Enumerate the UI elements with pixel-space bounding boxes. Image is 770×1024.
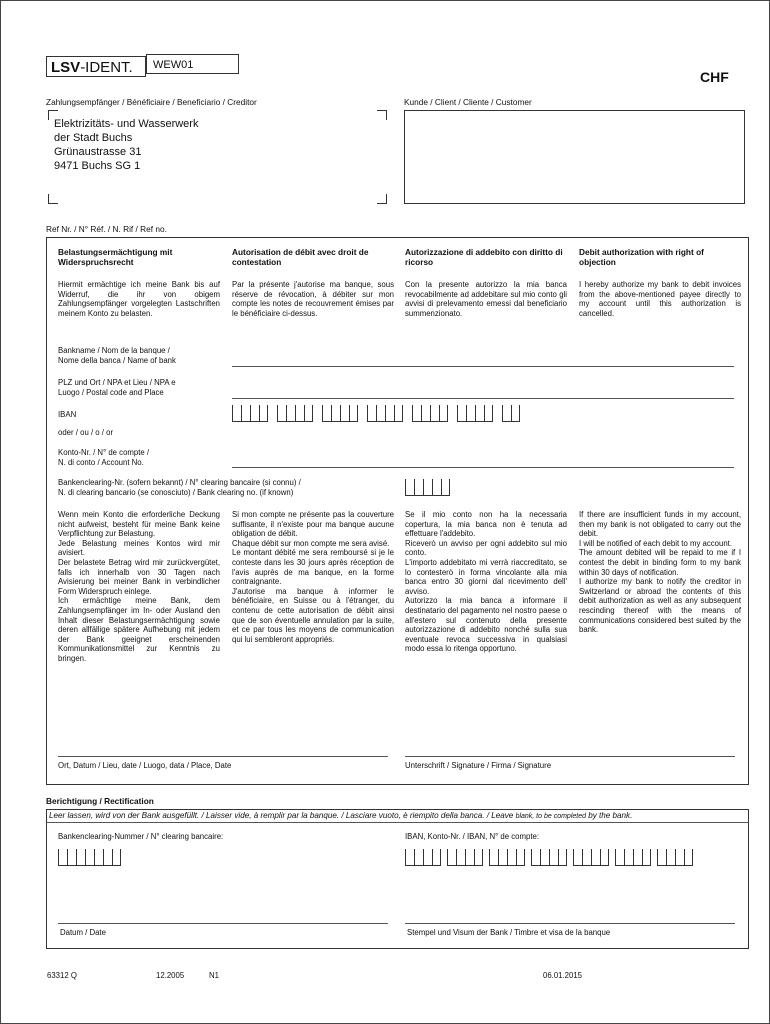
print-date: 06.01.2015	[543, 971, 583, 980]
col-body-de: Hiermit ermächtige ich meine Bank bis auf Widerruf, die ihr von obigem Zahlungsempfänger vorgelegten Lastschriften meinem Konto zu belasten.	[58, 280, 220, 318]
note-de: Wenn mein Konto die erforderliche Deckung nicht aufweist, besteht für meine Bank keine Verpflichtung zur Belastung. Jede Belastung meines Kontos wird mir avisiert. Der belastete Betrag wird mir zurückvergütet, falls ich innerhalb von 30 Tagen nach Avisierung bei meiner Bank in verbindlicher Form Widerspruch einlege. Ich ermächtige meine Bank, dem Zahlungsempfänger im In- oder Ausland den Inhalt dieser Belastungsermächtigung sowie deren allfällige spätere Aufhebung mit jedem der Bank geeignet erscheinenden Kommunikationsmittel zur Kenntnis zu bringen.	[58, 510, 220, 663]
rect-date-line[interactable]	[58, 923, 388, 924]
ref-label: Ref Nr. / N° Réf. / N. Rif / Ref no.	[46, 224, 167, 234]
iban-label: IBAN	[58, 410, 77, 419]
col-title-de: Belastungsermächtigung mit Widerspruchsrecht	[58, 247, 173, 267]
currency-label: CHF	[700, 69, 729, 85]
rect-clearing-label: Bankenclearing-Nummer / N° clearing bancaire:	[58, 832, 224, 841]
bankname-input-line[interactable]	[232, 366, 734, 367]
rect-stamp-line[interactable]	[405, 923, 735, 924]
clearing-boxes[interactable]	[405, 479, 459, 496]
konto-input-line[interactable]	[232, 467, 734, 468]
bankname-label	[58, 346, 176, 365]
clearing-label	[58, 478, 301, 497]
iban-boxes[interactable]	[232, 405, 529, 422]
customer-box[interactable]	[404, 110, 745, 204]
col-body-en: I hereby authorize my bank to debit invoices from the above-mentioned payee directly to my account until this authorization is cancelled.	[579, 280, 741, 318]
signature-line[interactable]	[405, 756, 735, 757]
note-en: If there are insufficient funds in my account, then my bank is not obligated to carry out the debit. I will be notified of each debit to my account. The amount debited will be repaid to me if I contest the debit in binding form to my bank within 30 days of notification. I authorize my bank to notify the creditor in Switzerland or abroad the contents of this debit authorization as well as any subsequent rescinding thereof with the means of communications considered best suited by the bank.	[579, 510, 741, 635]
rectification-note	[49, 811, 632, 820]
rect-iban-label: IBAN, Konto-Nr. / IBAN, N° de compte:	[405, 832, 539, 841]
form-n1: N1	[209, 971, 219, 980]
rectification-title: Berichtigung / Rectification	[46, 796, 154, 806]
corner-mark	[48, 194, 58, 204]
rectification-divider	[46, 822, 749, 823]
ident-code: WEW01	[146, 54, 239, 74]
note-it: Se il mio conto non ha la necessaria copertura, la mia banca non è tenuta ad effettuare l'addebito. Riceverò un avviso per ogni addebito sul mio conto. L'importo addebitato mi verrà riaccreditato, se lo contesterò in forma vincolante alla mia banca entro 30 giorni dal ricevimento dell' avviso. Autorizzo la mia banca a informare il destinatario del pagamento nel nostro paese o all'estero sul contenuto della presente autorizzazione di addebito nonché sulla sua eventuale revoca successiva in qualsiasi modo essa lo ritenga opportuno.	[405, 510, 567, 654]
konto-label	[58, 448, 149, 467]
rectification-note-small: blank, to be completed	[515, 813, 586, 820]
col-body-fr: Par la présente j'autorise ma banque, sous réserve de révocation, à débiter sur mon compte les notes de recouvrement émises par le bénéficiaire ci-dessus.	[232, 280, 394, 318]
customer-label: Kunde / Client / Cliente / Customer	[404, 97, 532, 107]
creditor-line: 9471 Buchs SG 1	[54, 160, 141, 172]
creditor-line: Grünaustrasse 31	[54, 146, 142, 158]
form-version: 12.2005	[156, 971, 185, 980]
place-date-label: Ort, Datum / Lieu, date / Luogo, data / Place, Date	[58, 761, 232, 770]
form-number: 63312 Q	[47, 971, 77, 980]
rect-stamp-label: Stempel und Visum der Bank / Timbre et visa de la banque	[407, 928, 611, 937]
bankname-line: Nome della banca / Name of bank	[58, 355, 176, 365]
creditor-line: Elektrizitäts- und Wasserwerk	[54, 118, 199, 130]
rectification-box	[46, 809, 749, 949]
rectification-note-main: Leer lassen, wird von der Bank ausgefüllt. / Laisser vide, à remplir par la banque. / Lasciare vuoto, è riempito della banca. / Leave	[49, 811, 516, 820]
note-fr: Si mon compte ne présente pas la couverture suffisante, il n'existe pour ma banque aucune obligation de débit. Chaque débit sur mon compte me sera avisé. Le montant débité me sera remboursé si je le conteste dans les 30 jours après réception de l'avis auprès de ma banque, en la forme contraignante. J'autorise ma banque à informer le bénéficiaire, en Suisse ou à l'étranger, du contenu de cette autorisation de débit ainsi que de son éventuelle annulation par la suite, et ce par tous les moyens de communication qui lui sembleront appropriés.	[232, 510, 394, 644]
col-title-fr: Autorisation de débit avec droit de contestation	[232, 247, 369, 267]
col-title-it: Autorizzazione di addebito con diritto di ricorso	[405, 247, 563, 267]
konto-line: N. di conto / Account No.	[58, 457, 144, 467]
rect-iban-boxes[interactable]	[405, 849, 693, 866]
lsv-rest: -IDENT.	[80, 59, 133, 76]
corner-mark	[377, 110, 387, 120]
corner-mark	[377, 194, 387, 204]
col-body-it: Con la presente autorizzo la mia banca revocabilmente ad addebitare sul mio conto gli avvisi di prelevamento emessi dal beneficiario summenzionato.	[405, 280, 567, 318]
creditor-label: Zahlungsempfänger / Bénéficiaire / Beneficiario / Creditor	[46, 97, 257, 107]
rect-clearing-boxes[interactable]	[58, 849, 130, 866]
bankname-line: Bankname / Nom de la banque /	[58, 346, 170, 355]
rectification-note-end: by the bank.	[586, 811, 633, 820]
lsv-ident-label	[46, 56, 146, 77]
creditor-address	[54, 117, 198, 173]
clearing-line: Bankenclearing-Nr. (sofern bekannt) / N° clearing bancaire (si connu) /	[58, 478, 301, 487]
plz-input-line[interactable]	[232, 398, 734, 399]
signature-label: Unterschrift / Signature / Firma / Signature	[405, 761, 552, 770]
place-date-line[interactable]	[58, 756, 388, 757]
konto-line: Konto-Nr. / N° de compte /	[58, 448, 150, 457]
plz-label	[58, 378, 176, 397]
lsv-bold: LSV	[51, 59, 81, 76]
plz-line: PLZ und Ort / NPA et Lieu / NPA e	[58, 378, 176, 387]
iban-or-label: oder / ou / o / or	[58, 428, 114, 437]
clearing-line: N. di clearing bancario (se conosciuto) / Bank clearing no. (if known)	[58, 487, 294, 497]
col-title-en: Debit authorization with right of objection	[579, 247, 704, 267]
plz-line: Luogo / Postal code and Place	[58, 387, 164, 397]
creditor-line: der Stadt Buchs	[54, 132, 133, 144]
rect-date-label: Datum / Date	[60, 928, 106, 937]
